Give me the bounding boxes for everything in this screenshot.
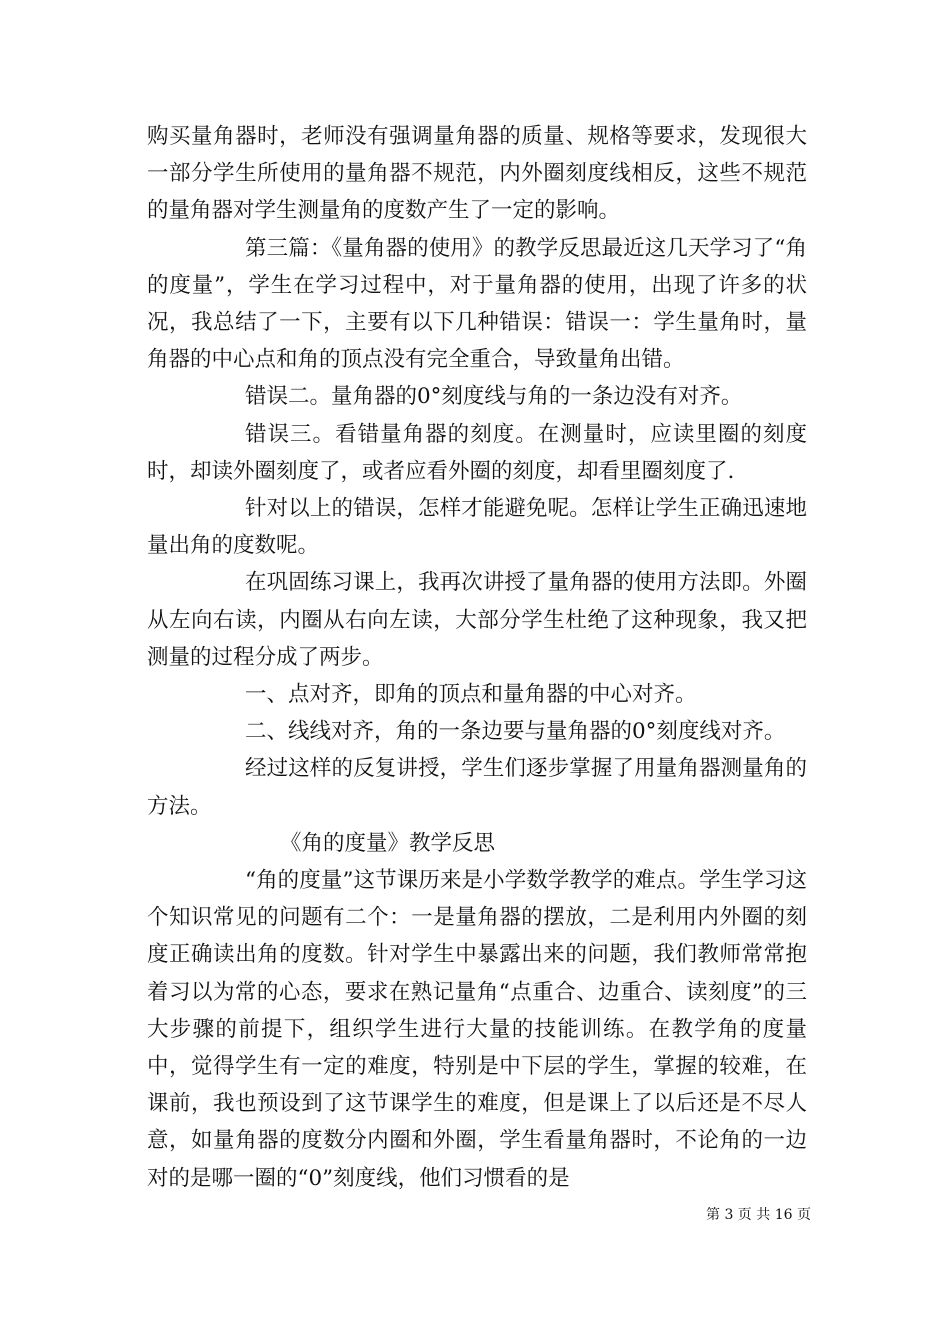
paragraph-1: 购买量角器时，老师没有强调量角器的质量、规格等要求，发现很大一部分学生所使用的量角器不规范，内外圈刻度线相反，这些不规范的量角器对学生测量角的度数产生了一定的影响。	[147, 124, 807, 224]
paragraph-5: 针对以上的错误，怎样才能避免呢。怎样让学生正确迅速地量出角的度数呢。	[147, 496, 807, 559]
paragraph-10: “角的度量”这节课历来是小学数学教学的难点。学生学习这个知识常见的问题有二个：一是量角器的摆放，二是利用内外圈的刻度正确读出角的度数。针对学生中暴露出来的问题，我们教师常常抱着习以为常的心态，要求在熟记量角“点重合、边重合、读刻度”的三大步骤的前提下，组织学生进行大量的技能训练。在教学角的度量中，觉得学生有一定的难度，特别是中下层的学生，掌握的较难，在课前，我也预设到了这节课学生的难度，但是课上了以后还是不尽人意，如量角器的度数分内圈和外圈，学生看量角器时，不论角的一边对的是哪一圈的“0”刻度线，他们习惯看的是	[147, 868, 807, 1191]
document-body	[147, 118, 807, 1197]
paragraph-7: 一、点对齐，即角的顶点和量角器的中心对齐。	[245, 682, 697, 708]
paragraph-8: 二、线线对齐，角的一条边要与量角器的0°刻度线对齐。	[245, 719, 786, 745]
paragraph-9: 经过这样的反复讲授，学生们逐步掌握了用量角器测量角的方法。	[147, 756, 807, 819]
section-title: 《角的度量》教学反思	[280, 830, 496, 856]
paragraph-6: 在巩固练习课上，我再次讲授了量角器的使用方法即。外圈从左向右读，内圈从右向左读，大部分学生杜绝了这种现象，我又把测量的过程分成了两步。	[147, 570, 807, 670]
paragraph-2: 第三篇：《量角器的使用》的教学反思最近这几天学习了“角的度量”，学生在学习过程中，对于量角器的使用，出现了许多的状况，我总结了一下，主要有以下几种错误：错误一：学生量角时，量角器的中心点和角的顶点没有完全重合，导致量角出错。	[147, 235, 807, 373]
paragraph-4: 错误三。看错量角器的刻度。在测量时，应读里圈的刻度时，却读外圈刻度了，或者应看外圈的刻度，却看里圈刻度了.	[147, 421, 807, 484]
paragraph-3: 错误二。量角器的0°刻度线与角的一条边没有对齐。	[245, 384, 743, 410]
page-footer: 第 3 页 共 16 页	[706, 1207, 811, 1223]
